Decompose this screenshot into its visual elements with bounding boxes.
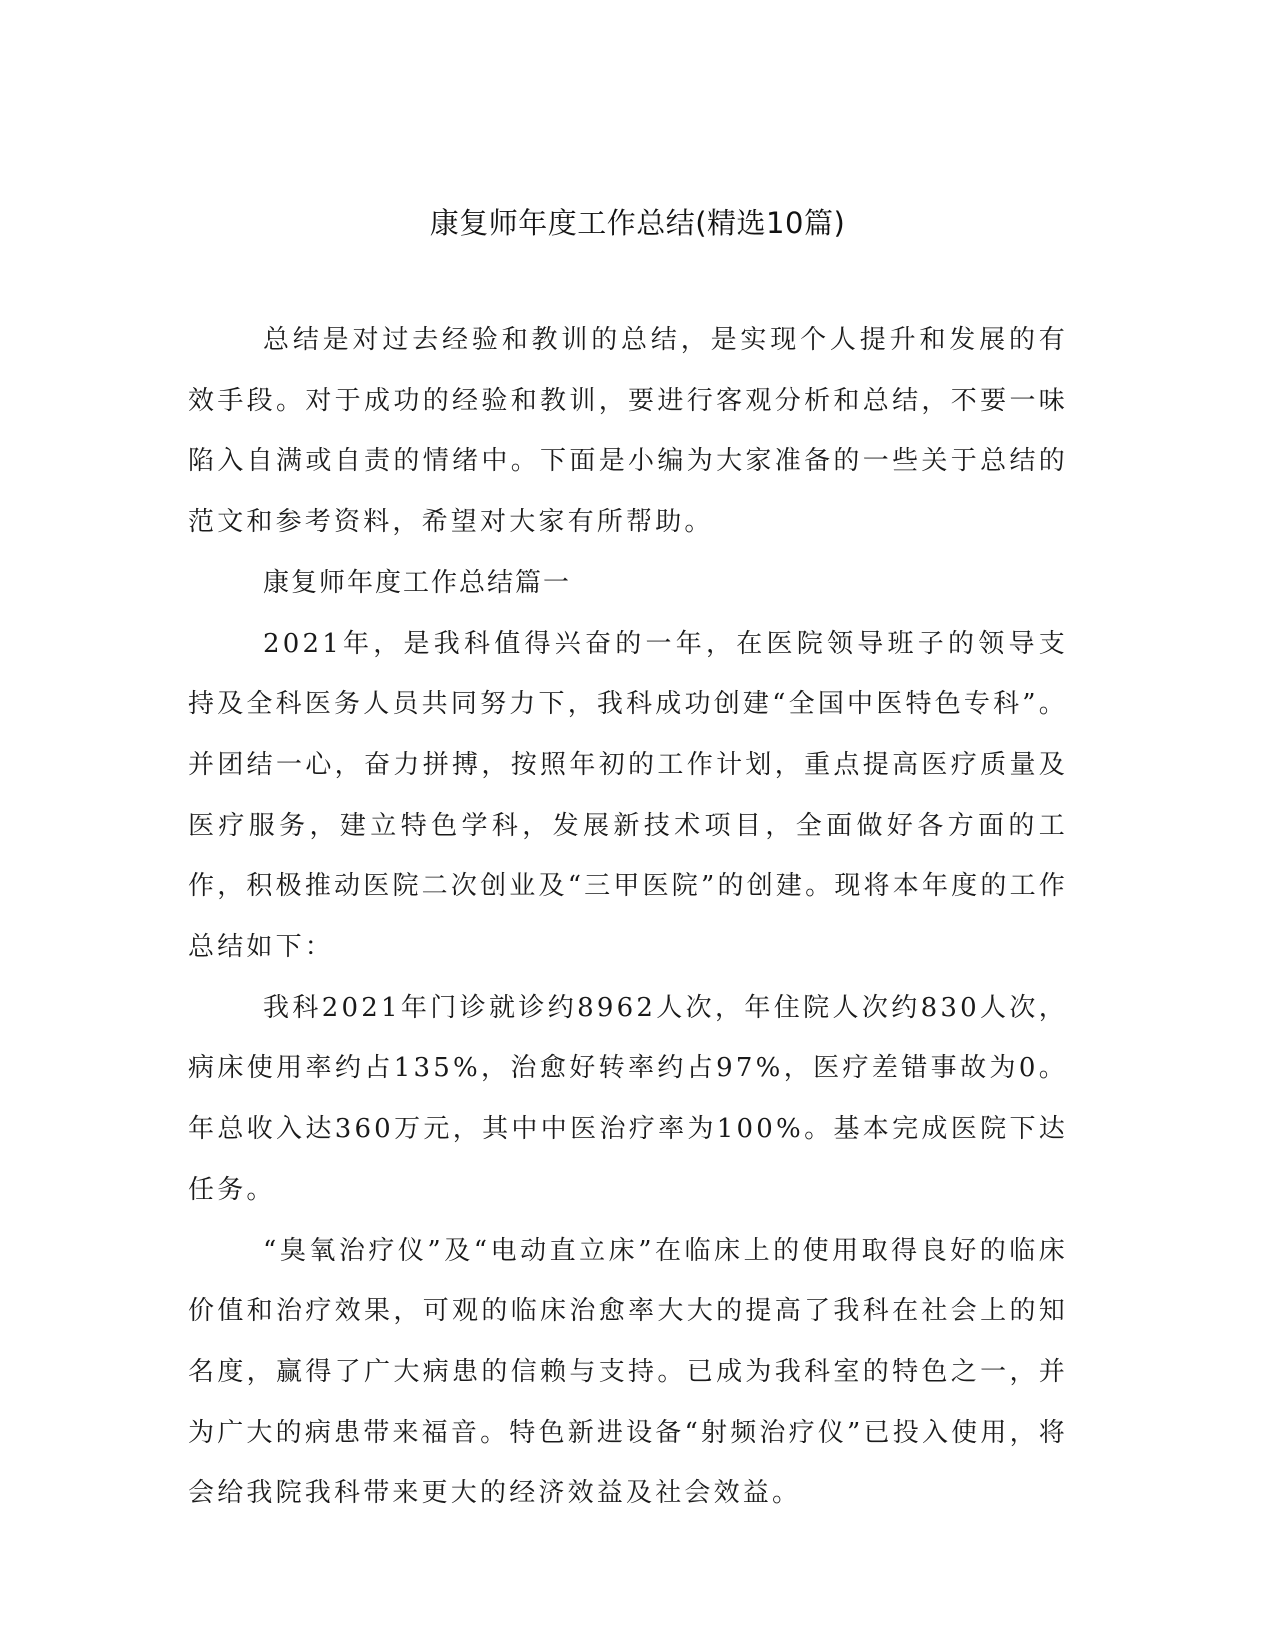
document-title: 康复师年度工作总结(精选10篇) (429, 206, 846, 240)
statistics-paragraph: 我科2021年门诊就诊约8962人次，年住院人次约830人次，病床使用率约占135%，治愈好转率约占97%，医疗差错事故为0。年总收入达360万元，其中中医治疗率为100%。基本完成医院下达任务。 (188, 992, 1068, 1205)
document-body (188, 310, 1068, 1524)
intro-paragraph: 总结是对过去经验和教训的总结，是实现个人提升和发展的有效手段。对于成功的经验和教训，要进行客观分析和总结，不要一味陷入自满或自责的情绪中。下面是小编为大家准备的一些关于总结的范文和参考资料，希望对大家有所帮助。 (188, 325, 1068, 538)
overview-paragraph: 2021年，是我科值得兴奋的一年，在医院领导班子的领导支持及全科医务人员共同努力下，我科成功创建“全国中医特色专科”。并团结一心，奋力拼搏，按照年初的工作计划，重点提高医疗质量及医疗服务，建立特色学科，发展新技术项目，全面做好各方面的工作，积极推动医院二次创业及“三甲医院”的创建。现将本年度的工作总结如下： (188, 628, 1068, 963)
equipment-paragraph: “臭氧治疗仪”及“电动直立床”在临床上的使用取得良好的临床价值和治疗效果，可观的临床治愈率大大的提高了我科在社会上的知名度，赢得了广大病患的信赖与支持。已成为我科室的特色之一，并为广大的病患带来福音。特色新进设备“射频治疗仪”已投入使用，将会给我院我科带来更大的经济效益及社会效益。 (188, 1235, 1068, 1509)
section-heading: 康复师年度工作总结篇一 (263, 567, 572, 598)
